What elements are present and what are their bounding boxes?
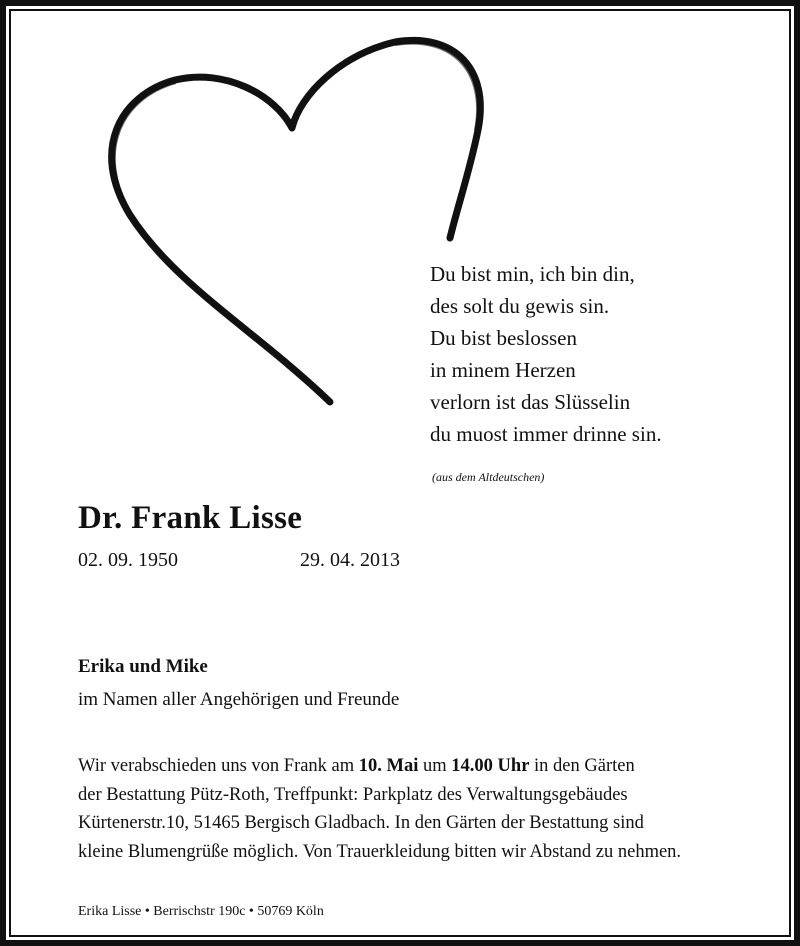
heart-outline (112, 40, 481, 402)
notice-line (78, 752, 778, 781)
notice-text: in den Gärten (529, 756, 635, 776)
notice-line: Kürtenerstr.10, 51465 Bergisch Gladbach. In den Gärten der Bestattung sind (78, 813, 644, 833)
poem-line: in minem Herzen (430, 358, 576, 382)
contact-address: Erika Lisse • Berrischstr 190c • 50769 Köln (78, 904, 324, 919)
funeral-notice (78, 752, 778, 866)
signers-names: Erika und Mike (78, 656, 208, 677)
poem-line: Du bist beslossen (430, 326, 577, 350)
signers-subtitle: im Namen aller Angehörigen und Freunde (78, 689, 400, 710)
deceased-name: Dr. Frank Lisse (78, 500, 303, 536)
notice-text: Wir verabschieden uns von Frank am (78, 756, 359, 776)
notice-line: der Bestattung Pütz-Roth, Treffpunkt: Parkplatz des Verwaltungsgebäudes (78, 784, 628, 805)
funeral-date: 10. Mai (358, 756, 419, 776)
death-date: 29. 04. 2013 (300, 549, 400, 571)
funeral-time: 14.00 Uhr (451, 756, 530, 776)
poem-line: verlorn ist das Slüsselin (430, 390, 631, 414)
poem-line: du muost immer drinne sin. (430, 422, 662, 446)
birth-date: 02. 09. 1950 (78, 549, 178, 571)
poem-source: (aus dem Altdeutschen) (432, 470, 545, 484)
poem-line: Du bist min, ich bin din, (430, 262, 635, 286)
notice-line: kleine Blumengrüße möglich. Von Trauerkleidung bitten wir Abstand zu nehmen. (78, 841, 682, 862)
poem (430, 258, 662, 450)
notice-text: um (418, 756, 452, 776)
poem-line: des solt du gewis sin. (430, 294, 610, 318)
